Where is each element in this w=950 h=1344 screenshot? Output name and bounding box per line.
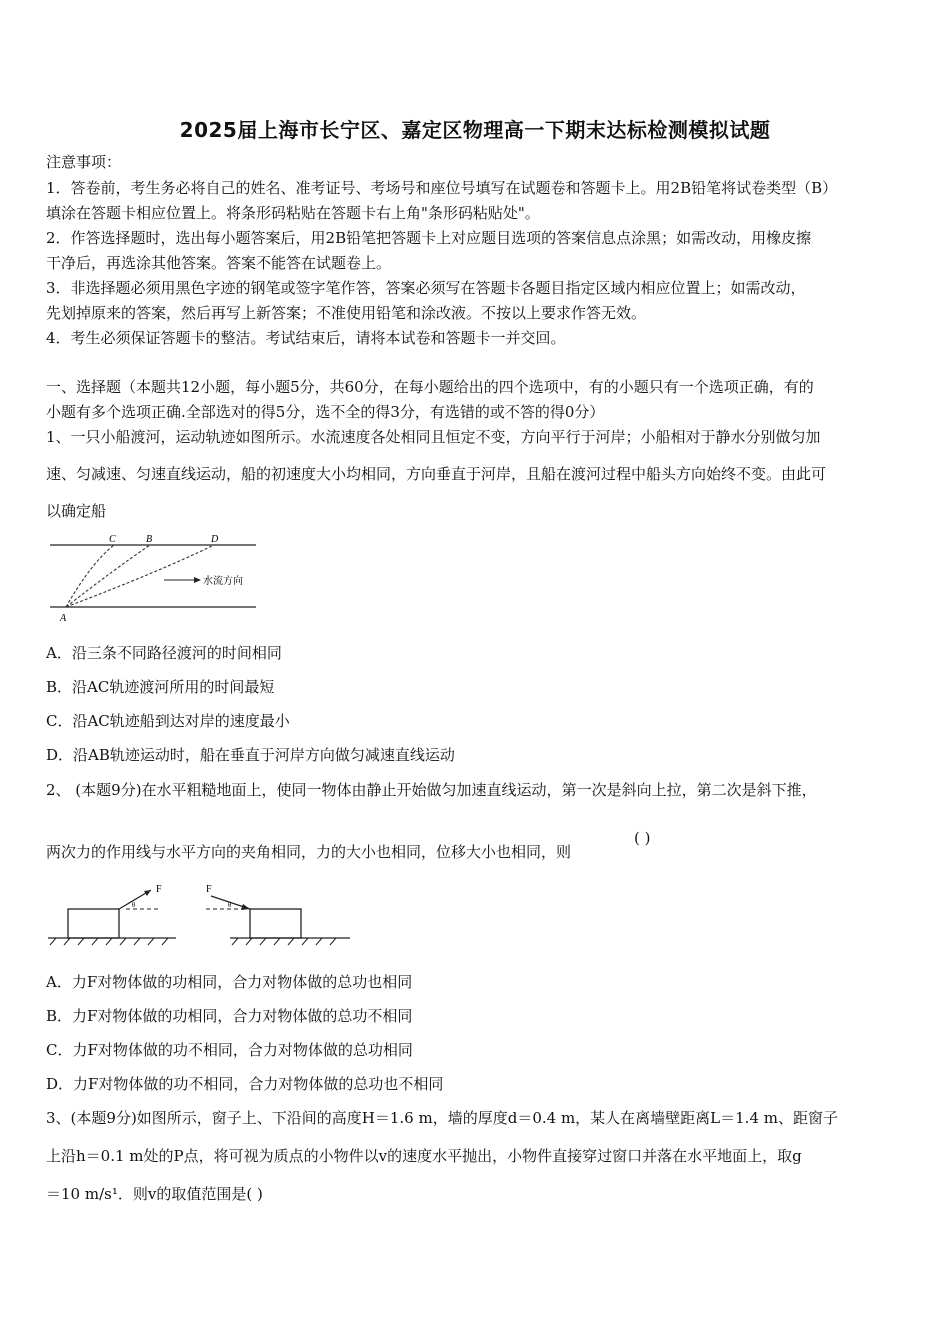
notice-line: 2．作答选择题时，选出每小题答案后，用2B铅笔把答题卡上对应题目选项的答案信息点涂黑；如需改动，用橡皮擦: [46, 229, 812, 247]
angle-label-1: θ: [132, 901, 136, 909]
force-label-2: F: [206, 884, 212, 895]
label-a: A: [60, 613, 67, 624]
notice-line: 1．答卷前，考生务必将自己的姓名、准考证号、考场号和座位号填写在试题卷和答题卡上。用2B铅笔将试卷类型（B）: [46, 179, 838, 197]
q3-stem: 3、(本题9分)如图所示，窗子上、下沿间的高度H＝1.6 m，墙的厚度d＝0.4 m，某人在离墙壁距离L＝1.4 m、距窗子: [46, 1109, 838, 1127]
label-c: C: [109, 534, 116, 545]
q2-option-d[interactable]: D．力F对物体做的功不相同，合力对物体做的总功也不相同: [46, 1075, 444, 1093]
section-heading: 小题有多个选项正确.全部选对的得5分，选不全的得3分，有选错的或不答的得0分）: [46, 403, 605, 421]
notice-line: 先划掉原来的答案，然后再写上新答案；不准使用铅笔和涂改液。不按以上要求作答无效。: [46, 304, 647, 322]
label-b: B: [146, 534, 153, 545]
q2-option-a[interactable]: A．力F对物体做的功相同，合力对物体做的总功也相同: [46, 973, 413, 991]
q2-option-b[interactable]: B．力F对物体做的功相同，合力对物体做的总功不相同: [46, 1007, 413, 1025]
q1-stem: 以确定船: [46, 502, 107, 520]
q2-option-c[interactable]: C．力F对物体做的功不相同，合力对物体做的总功相同: [46, 1041, 413, 1059]
page-title: 2025届上海市长宁区、嘉定区物理高一下期末达标检测模拟试题: [179, 118, 771, 142]
notice-line: 干净后，再选涂其他答案。答案不能答在试题卷上。: [46, 254, 392, 272]
q3-stem: 上沿h＝0.1 m处的P点，将可视为质点的小物件以v的速度水平抛出，小物件直接穿过窗口并落在水平地面上，取g: [46, 1147, 802, 1165]
flow-direction-label: 水流方向: [203, 576, 243, 587]
q1-stem: 速、匀减速、匀速直线运动，船的初速度大小均相同，方向垂直于河岸，且船在渡河过程中船头方向始终不变。由此可: [46, 465, 827, 483]
notice-heading: 注意事项：: [46, 153, 122, 171]
q1-option-d[interactable]: D．沿AB轨迹运动时，船在垂直于河岸方向做匀减速直线运动: [46, 746, 455, 764]
q1-stem: 1、一只小船渡河，运动轨迹如图所示。水流速度各处相同且恒定不变，方向平行于河岸；小船相对于静水分别做匀加: [46, 428, 821, 446]
notice-line: 3．非选择题必须用黑色字迹的钢笔或签字笔作答，答案必须写在答题卡各题目指定区域内相应位置上；如需改动，: [46, 279, 806, 297]
notice-line: 填涂在答题卡相应位置上。将条形码粘贴在答题卡右上角"条形码粘贴处"。: [46, 204, 540, 222]
q3-stem: ＝10 m/s¹．则v的取值范围是( ): [46, 1185, 263, 1203]
q2-stem: 两次力的作用线与水平方向的夹角相同，力的大小也相同，位移大小也相同，则: [46, 843, 572, 861]
q2-force-figure: [46, 880, 356, 948]
angle-label-2: θ: [228, 901, 232, 909]
q2-answer-paren: ( ): [634, 829, 651, 847]
q1-option-b[interactable]: B．沿AC轨迹渡河所用的时间最短: [46, 678, 275, 696]
label-d: D: [211, 534, 219, 545]
q2-stem: 2、 (本题9分)在水平粗糙地面上，使同一物体由静止开始做匀加速直线运动，第一次是斜向上拉，第二次是斜下推，: [46, 781, 817, 799]
section-heading: 一、选择题（本题共12小题，每小题5分，共60分，在每小题给出的四个选项中，有的小题只有一个选项正确，有的: [46, 378, 814, 396]
q1-option-a[interactable]: A．沿三条不同路径渡河的时间相同: [46, 644, 282, 662]
notice-line: 4．考生必须保证答题卡的整洁。考试结束后，请将本试卷和答题卡一并交回。: [46, 329, 566, 347]
force-label-1: F: [156, 884, 162, 895]
q1-river-figure: [46, 533, 266, 625]
q1-option-c[interactable]: C．沿AC轨迹船到达对岸的速度最小: [46, 712, 290, 730]
